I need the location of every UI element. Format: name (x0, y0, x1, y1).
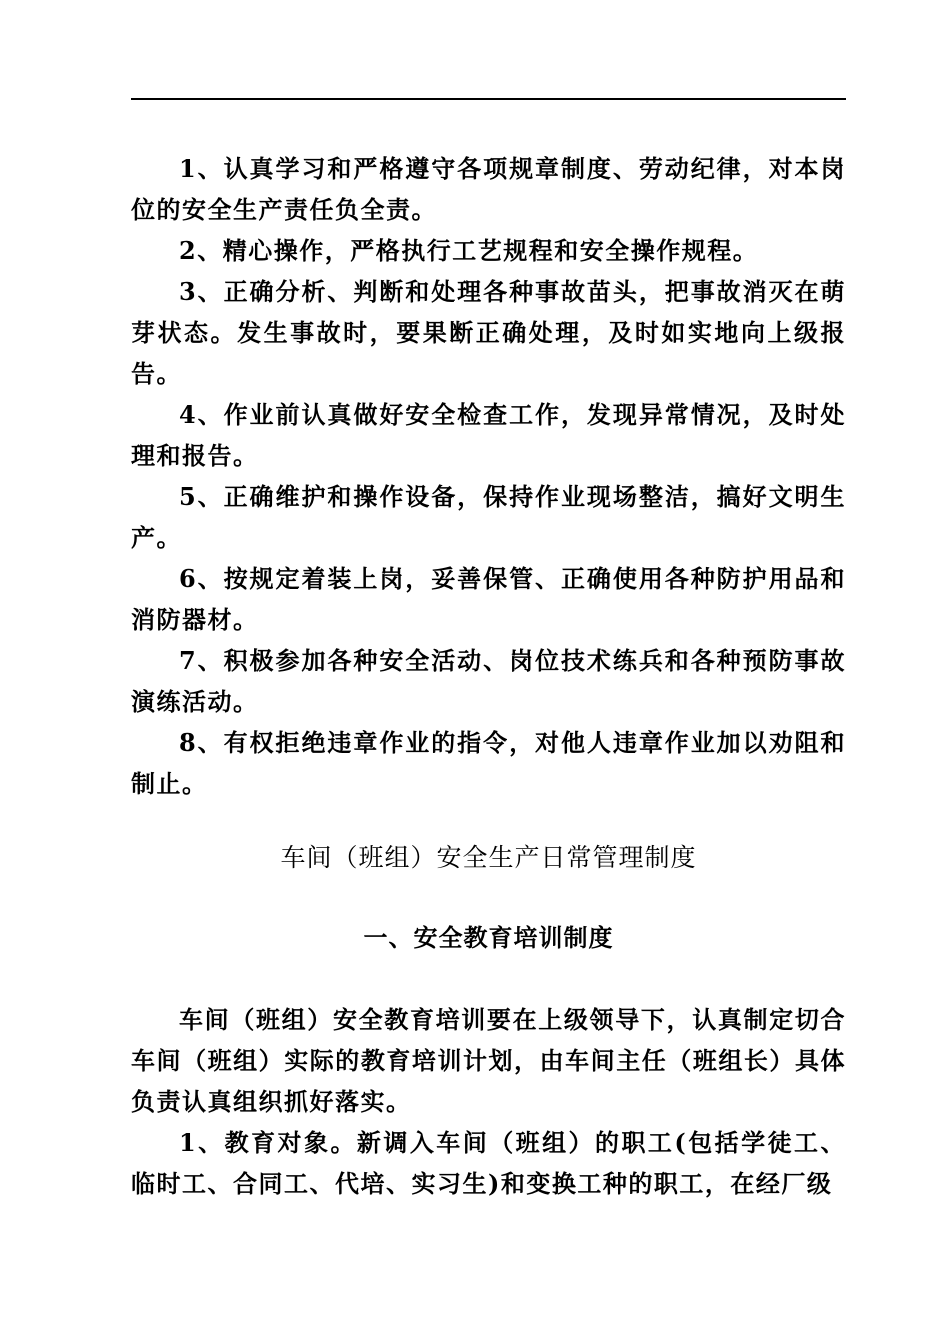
duty-item-3: 3、正确分析、判断和处理各种事故苗头，把事故消灭在萌芽状态。发生事故时，要果断正确处理，及时如实地向上级报告。 (131, 277, 846, 388)
duty-item-2: 2、精心操作，严格执行工艺规程和安全操作规程。 (179, 236, 759, 265)
section-item-1: 1、教育对象。新调入车间（班组）的职工(包括学徒工、临时工、合同工、代培、实习生)和变换工种的职工，在经厂级 (131, 1128, 846, 1198)
document-body (131, 148, 846, 1204)
duty-item-7: 7、积极参加各种安全活动、岗位技术练兵和各种预防事故演练活动。 (131, 646, 846, 716)
section-title-training: 一、安全教育培训制度 (363, 924, 614, 952)
document-title: 车间（班组）安全生产日常管理制度 (280, 843, 697, 872)
duty-item-4: 4、作业前认真做好安全检查工作，发现异常情况，及时处理和报告。 (131, 400, 846, 470)
duty-item-6: 6、按规定着装上岗，妥善保管、正确使用各种防护用品和消防器材。 (131, 564, 846, 634)
duty-item-8: 8、有权拒绝违章作业的指令，对他人违章作业加以劝阻和制止。 (131, 728, 846, 798)
header-rule (131, 98, 846, 100)
section-intro: 车间（班组）安全教育培训要在上级领导下，认真制定切合车间（班组）实际的教育培训计划，由车间主任（班组长）具体负责认真组织抓好落实。 (131, 1005, 846, 1116)
duty-item-1: 1、认真学习和严格遵守各项规章制度、劳动纪律，对本岗位的安全生产责任负全责。 (131, 154, 846, 224)
duty-item-5: 5、正确维护和操作设备，保持作业现场整洁，搞好文明生产。 (131, 482, 846, 552)
